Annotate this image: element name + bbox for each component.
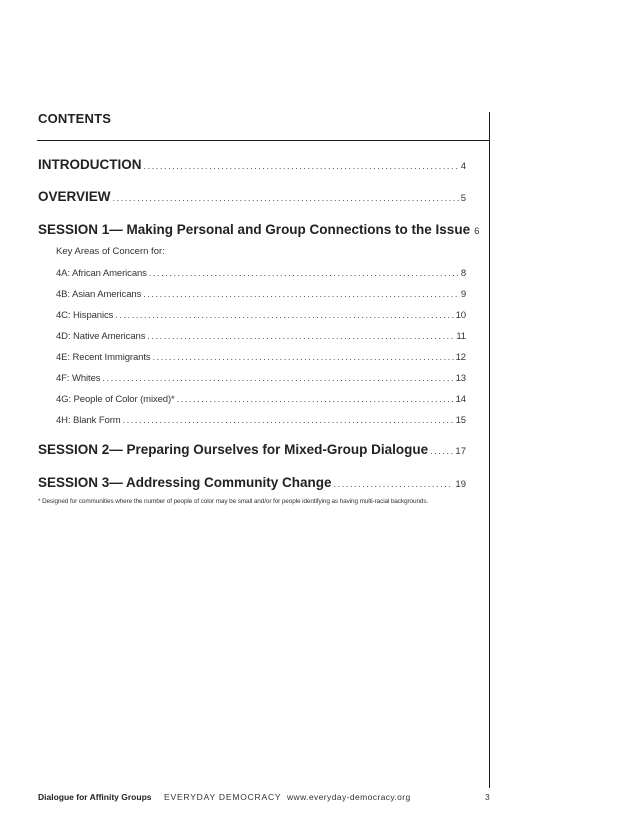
dot-leader [143,289,459,299]
footer-publication-title: Dialogue for Affinity Groups [38,792,152,802]
toc-entry-introduction[interactable] [38,157,466,172]
dot-leader [147,331,454,341]
toc-label: 4C: Hispanics [56,310,114,321]
toc-label: 4G: People of Color (mixed)* [56,394,175,405]
contents-heading: CONTENTS [38,111,112,126]
toc-label: SESSION 3— Addressing Community Change [38,475,332,490]
dot-leader [153,352,454,362]
toc-page-number: 14 [455,394,466,405]
dot-leader [102,373,453,383]
toc-entry-session-3[interactable] [38,475,466,490]
dot-leader [113,193,459,203]
horizontal-rule [37,140,489,141]
toc-page-number: 17 [455,446,466,457]
toc-entry-overview[interactable] [38,189,466,204]
toc-page-number: 11 [456,331,466,342]
dot-leader [149,268,459,278]
footer-website: www.everyday-democracy.org [287,792,411,802]
toc-subentry-4c[interactable] [56,310,466,321]
toc-entry-session-1[interactable] [38,222,480,237]
toc-label: 4A: African Americans [56,268,147,279]
toc-subentry-4d[interactable] [56,331,466,342]
toc-page-number: 13 [455,373,466,384]
dot-leader [144,161,459,171]
dot-leader [430,446,453,456]
toc-page-number: 19 [455,479,466,490]
toc-page-number: 10 [455,310,466,321]
toc-label: SESSION 2— Preparing Ourselves for Mixed-Group Dialogue [38,442,429,457]
toc-subentry-4b[interactable] [56,289,466,300]
toc-page-number: 5 [460,193,466,204]
toc-label: 4D: Native Americans [56,331,146,342]
dot-leader [177,394,454,404]
toc-subentry-4g[interactable] [56,394,466,405]
toc-subentry-4e[interactable] [56,352,466,363]
toc-page-number: 6 [474,226,480,237]
toc-label: 4F: Whites [56,373,101,384]
toc-page-number: 8 [460,268,466,279]
toc-label: INTRODUCTION [38,157,142,172]
page-footer [0,792,638,806]
toc-entry-session-2[interactable] [38,442,466,457]
toc-label: 4B: Asian Americans [56,289,142,300]
dot-leader [334,479,454,489]
toc-subentry-4a[interactable] [56,268,466,279]
toc-label: OVERVIEW [38,189,111,204]
footer-organization: EVERYDAY DEMOCRACY [164,792,282,802]
toc-page-number: 9 [460,289,466,300]
dot-leader [123,415,454,425]
toc-label: 4H: Blank Form [56,415,121,426]
toc-subentry-4f[interactable] [56,373,466,384]
toc-label: 4E: Recent Immigrants [56,352,151,363]
dot-leader [115,310,453,320]
footnote: * Designed for communities where the number of people of color may be small and/or for people identifying as having multi-racial backgrounds. [38,498,429,505]
toc-label: SESSION 1— Making Personal and Group Connections to the Issue [38,222,471,237]
footer-page-number: 3 [485,792,490,802]
toc-page-number: 12 [455,352,466,363]
toc-subentry-4h[interactable] [56,415,466,426]
key-areas-label: Key Areas of Concern for: [56,246,165,257]
toc-page-number: 15 [455,415,466,426]
vertical-rule [489,112,490,788]
toc-page-number: 4 [460,161,466,172]
